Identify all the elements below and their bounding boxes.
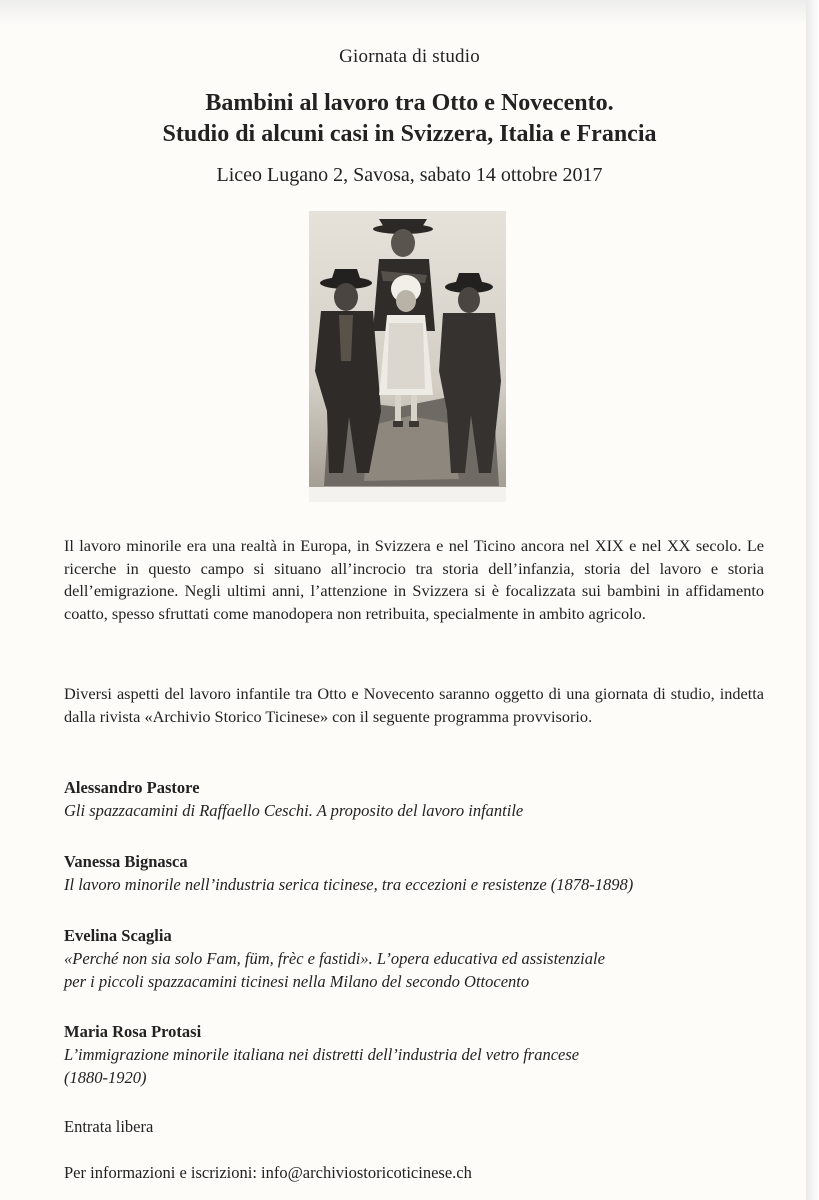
- intro-paragraph-1: Il lavoro minorile era una realtà in Europa, in Svizzera e nel Ticino ancora nel XIX e nel XX secolo. Le ricerche in questo campo si situano all’incrocio tra storia dell’infanzia, storia del lavoro e storia dell’emigrazione. Negli ultimi anni, l’attenzione in Svizzera si è focalizzata sui bambini in affidamento coatto, spesso sfruttati come manodopera non retribuita, specialmente in ambito agricolo.: [64, 536, 764, 623]
- event-title: [0, 88, 819, 150]
- photo-illustration: [309, 211, 506, 502]
- speaker-name: Evelina Scaglia: [64, 926, 172, 945]
- talk-title-line2: (1880-1920): [64, 1068, 147, 1087]
- event-title-line2: Studio di alcuni casi in Svizzera, Italia e Francia: [162, 121, 657, 147]
- intro-paragraph-2: Diversi aspetti del lavoro infantile tra Otto e Novecento saranno oggetto di una giornata di studio, indetta dalla rivista «Archivio Storico Ticinese» con il seguente programma provvisorio.: [64, 684, 764, 726]
- talk-title-line1: «Perché non sia solo Fam, füm, frèc e fastidi». L’opera educativa ed assistenziale: [64, 949, 605, 968]
- event-title-line1: Bambini al lavoro tra Otto e Novecento.: [205, 90, 614, 116]
- contact-info: Per informazioni e iscrizioni: info@archiviostoricoticinese.ch: [64, 1163, 472, 1182]
- program-entry: [64, 1020, 784, 1089]
- program-entry: [64, 850, 784, 896]
- speaker-name: Alessandro Pastore: [64, 778, 200, 797]
- talk-title: Gli spazzacamini di Raffaello Ceschi. A proposito del lavoro infantile: [64, 801, 524, 820]
- talk-title-line1: L’immigrazione minorile italiana nei distretti dell’industria del vetro francese: [64, 1045, 580, 1064]
- talk-title-line2: per i piccoli spazzacamini ticinesi nella Milano del secondo Ottocento: [64, 972, 530, 991]
- scan-shadow: [0, 0, 808, 26]
- program-entry: [64, 924, 784, 993]
- program-entry: [64, 776, 784, 822]
- event-venue-date: Liceo Lugano 2, Savosa, sabato 14 ottobre 2017: [216, 164, 603, 186]
- event-type-label: Giornata di studio: [339, 46, 480, 67]
- entry-note: Entrata libera: [64, 1117, 154, 1136]
- speaker-name: Vanessa Bignasca: [64, 852, 188, 871]
- talk-title: Il lavoro minorile nell’industria serica ticinese, tra eccezioni e resistenze (1878-1898): [64, 875, 634, 894]
- speaker-name: Maria Rosa Protasi: [64, 1022, 202, 1041]
- historical-photo-children: [309, 211, 506, 502]
